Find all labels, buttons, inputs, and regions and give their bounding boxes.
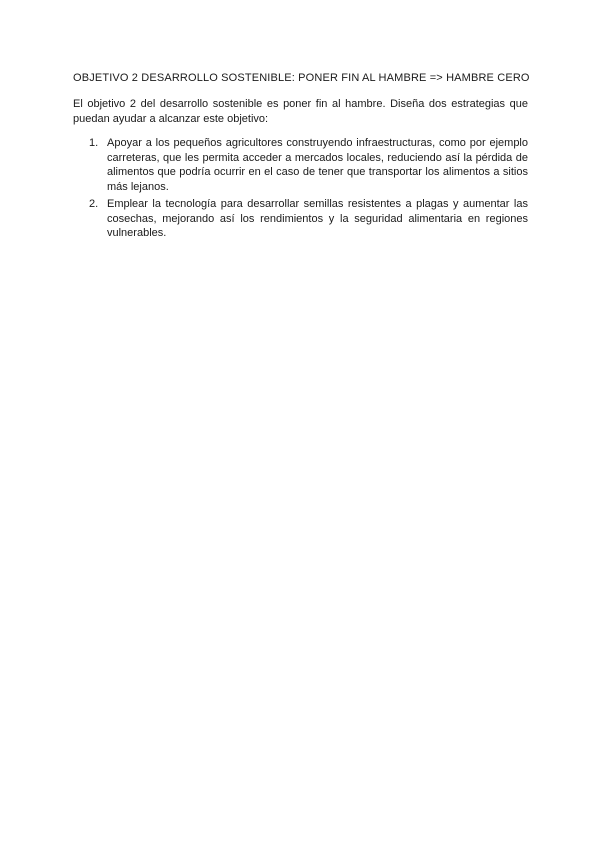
list-item-number: 2. (89, 198, 99, 210)
list-item-number: 1. (89, 137, 99, 149)
intro-paragraph: El objetivo 2 del desarrollo sostenible es poner fin al hambre. Diseña dos estrategias que puedan ayudar a alcanzar este objetivo: (73, 98, 528, 125)
list-item (73, 136, 528, 194)
list-item-text: Emplear la tecnología para desarrollar semillas resistentes a plagas y aumentar las cosechas, mejorando así los rendimientos y la seguridad alimentaria en regiones vulnerables. (107, 198, 528, 239)
document-title: OBJETIVO 2 DESARROLLO SOSTENIBLE: PONER FIN AL HAMBRE => HAMBRE CERO (73, 72, 530, 84)
list-item-text: Apoyar a los pequeños agricultores construyendo infraestructuras, como por ejemplo carreteras, que les permita acceder a mercados locales, reduciendo así la pérdida de alimentos que podría ocurrir en el caso de tener que transportar los alimentos a sitios más lejanos. (107, 137, 528, 193)
strategy-list (73, 136, 528, 244)
list-item (73, 197, 528, 241)
